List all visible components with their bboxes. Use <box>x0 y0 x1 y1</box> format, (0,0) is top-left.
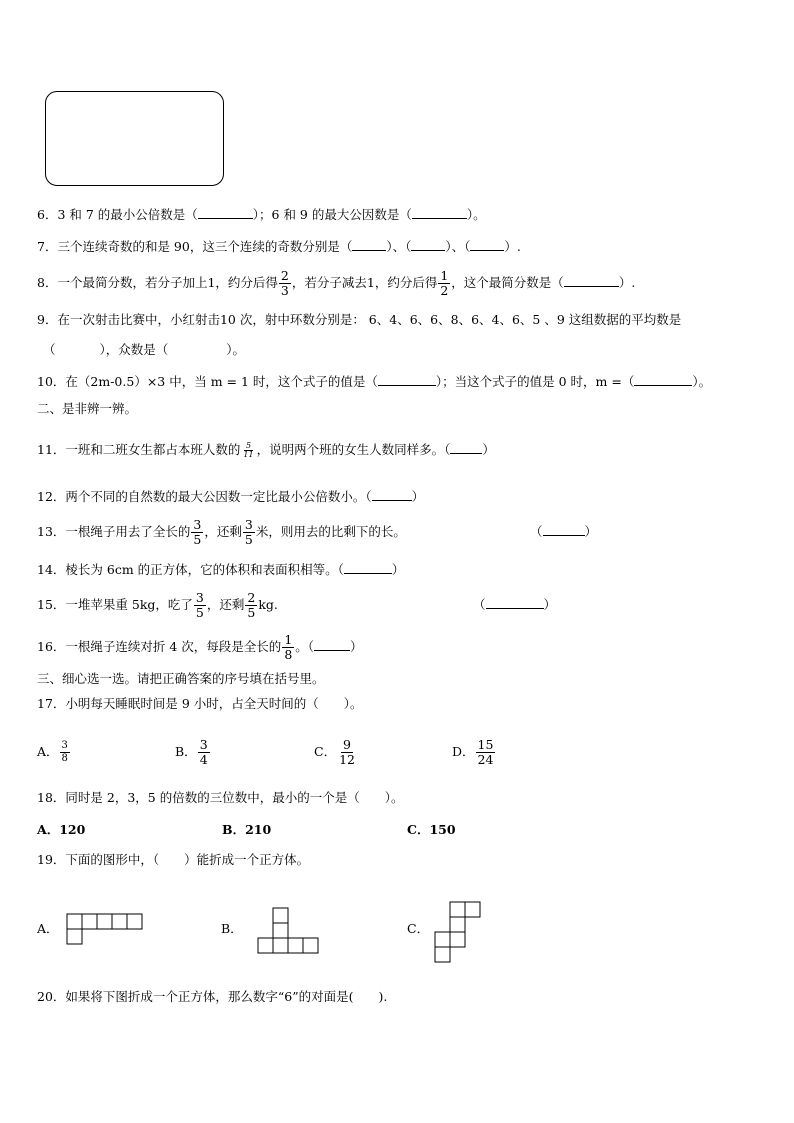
question-20: 20．如果将下图折成一个正方体，那么数字“6”的对面是( ). <box>37 989 388 1004</box>
fraction: $\frac{5}{11}$ <box>243 441 254 459</box>
option-a[interactable]: A．120 <box>37 822 86 837</box>
question-number: 16． <box>37 639 66 654</box>
question-13-answer: （ ） <box>530 524 598 539</box>
section-heading: 二、是非辨一辨。 <box>37 401 138 416</box>
fraction: $\frac{3}{5}$ <box>195 590 204 620</box>
fraction: $\frac{1}{2}$ <box>440 268 449 298</box>
answer-blank[interactable] <box>314 638 350 651</box>
question-6: 6．3 和 7 的最小公倍数是（ ）；6 和 9 的最大公因数是（ ）。 <box>37 207 486 222</box>
question-7: 7．三个连续奇数的和是 90，这三个连续的奇数分别是（ ）、（ ）、（ ）. <box>37 239 521 254</box>
question-13: 13．一根绳子用去了全长的 $\frac{3}{5}$ ，还剩 $\frac{3}{5}$ 米，则用去的比剩下的长。 <box>37 517 406 547</box>
question-9-line2: （ ），众数是（ ）。 <box>43 342 246 357</box>
question-19: 19．下面的图形中，（ ）能折成一个正方体。 <box>37 852 310 867</box>
answer-blank[interactable] <box>198 206 253 219</box>
option-c[interactable]: C．150 <box>407 822 456 837</box>
option-c[interactable]: C． <box>407 921 430 936</box>
question-number: 12． <box>37 489 66 504</box>
question-number: 18． <box>37 790 66 805</box>
option-b[interactable]: B． $\frac{3}{4}$ <box>175 737 208 767</box>
answer-blank[interactable] <box>344 561 392 574</box>
option-a[interactable]: A． <box>37 921 59 936</box>
question-number: 14． <box>37 562 66 577</box>
cube-net-b <box>256 906 322 956</box>
question-17: 17．小明每天睡眠时间是 9 小时，占全天时间的（ ）。 <box>37 696 363 711</box>
answer-blank[interactable] <box>470 238 504 251</box>
option-c[interactable]: C． $\frac{9}{12}$ <box>314 737 355 767</box>
fraction: $\frac{3}{8}$ <box>61 740 68 764</box>
question-10: 10．在（2m-0.5）×3 中，当 m = 1 时，这个式子的值是（ ）；当这个式子的值是 0 时，m =（ ）。 <box>37 374 712 389</box>
question-number: 13． <box>37 524 66 539</box>
section-heading: 三、细心选一选。请把正确答案的序号填在括号里。 <box>37 671 325 686</box>
question-number: 7． <box>37 239 58 254</box>
fraction: $\frac{9}{12}$ <box>339 737 355 767</box>
fraction: $\frac{3}{4}$ <box>199 737 208 767</box>
score-box <box>45 91 224 186</box>
fraction: $\frac{3}{5}$ <box>193 517 202 547</box>
cube-net-a <box>66 912 146 946</box>
answer-blank[interactable] <box>412 206 467 219</box>
question-number: 6． <box>37 207 58 222</box>
fraction: $\frac{3}{5}$ <box>244 517 253 547</box>
fraction: $\frac{2}{3}$ <box>280 268 289 298</box>
question-15-answer: （ ） <box>473 597 557 612</box>
answer-blank[interactable] <box>378 373 436 386</box>
answer-blank[interactable] <box>564 274 619 287</box>
option-a[interactable]: A． $\frac{3}{8}$ <box>37 740 68 764</box>
question-8: 8．一个最简分数，若分子加上1，约分后得 $\frac{2}{3}$ ，若分子减去1，约分后得 $\frac{1}{2}$ ，这个最简分数是（ ）. <box>37 268 636 298</box>
question-11: 11．一班和二班女生都占本班人数的 $\frac{5}{11}$ ，说明两个班的女生人数同样多。（ ） <box>37 441 495 459</box>
question-number: 11． <box>37 442 66 457</box>
question-18: 18．同时是 2，3，5 的倍数的三位数中，最小的一个是（ ）。 <box>37 790 404 805</box>
question-number: 9． <box>37 312 58 327</box>
question-16: 16．一根绳子连续对折 4 次，每段是全长的 $\frac{1}{8}$ 。（ ） <box>37 632 363 662</box>
question-9: 9．在一次射击比赛中，小红射击10 次，射中环数分别是： 6、4、6、6、8、6、4、6、5 、9 这组数据的平均数是 <box>37 312 682 327</box>
answer-blank[interactable] <box>411 238 445 251</box>
option-d[interactable]: D． $\frac{15}{24}$ <box>452 737 494 767</box>
question-number: 20． <box>37 989 66 1004</box>
fraction: $\frac{15}{24}$ <box>477 737 494 767</box>
answer-blank[interactable] <box>634 373 692 386</box>
question-number: 19． <box>37 852 66 867</box>
answer-blank[interactable] <box>486 596 544 609</box>
answer-blank[interactable] <box>450 441 482 454</box>
answer-blank[interactable] <box>352 238 386 251</box>
question-number: 10． <box>37 374 66 389</box>
question-number: 17． <box>37 696 66 711</box>
question-number: 15． <box>37 597 66 612</box>
fraction: $\frac{2}{5}$ <box>247 590 256 620</box>
option-b[interactable]: B． <box>221 921 243 936</box>
option-b[interactable]: B．210 <box>222 822 272 837</box>
cube-net-c <box>433 900 485 966</box>
question-number: 8． <box>37 275 58 290</box>
question-14: 14．棱长为 6cm 的正方体，它的体积和表面积相等。（ ） <box>37 562 405 577</box>
answer-blank[interactable] <box>372 488 412 501</box>
question-15: 15．一堆苹果重 5kg，吃了 $\frac{3}{5}$ ，还剩 $\frac{2}{5}$ kg. <box>37 590 278 620</box>
question-12: 12．两个不同的自然数的最大公因数一定比最小公倍数小。（ ） <box>37 489 425 504</box>
answer-blank[interactable] <box>543 523 585 536</box>
fraction: $\frac{1}{8}$ <box>284 632 293 662</box>
